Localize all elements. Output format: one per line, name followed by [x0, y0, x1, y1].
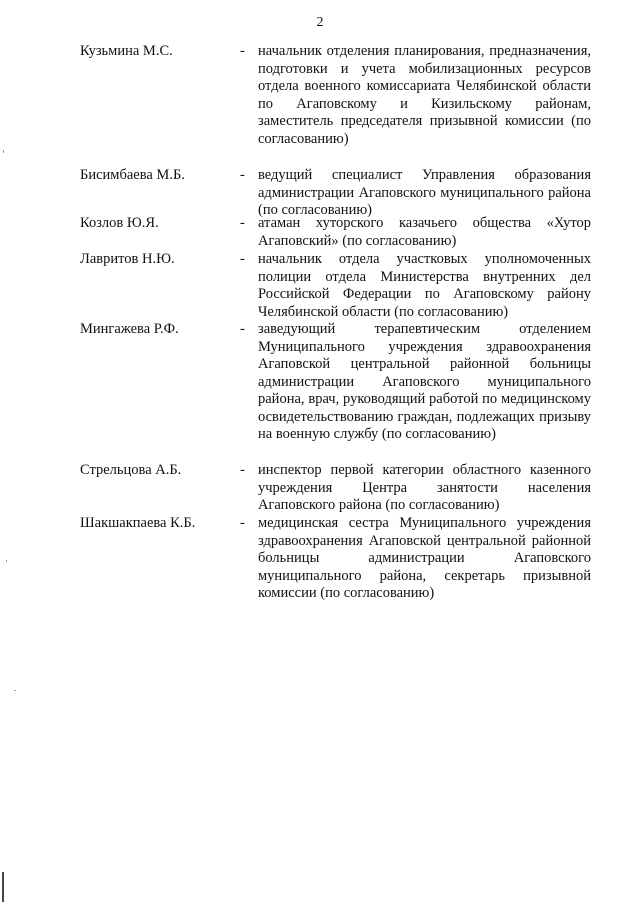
dash-separator: -	[240, 251, 245, 267]
dash-separator: -	[240, 515, 245, 531]
member-entry	[0, 251, 640, 321]
page-number: 2	[316, 15, 324, 30]
dash-separator: -	[240, 167, 245, 183]
scan-artifact	[6, 560, 7, 562]
dash-separator: -	[240, 462, 245, 478]
member-position: ведущий специалист Управления образования администрации Агаповского муниципального района (по согласованию)	[258, 167, 591, 218]
member-name: Бисимбаева М.Б.	[80, 167, 185, 183]
scan-artifact	[3, 150, 4, 153]
member-entry	[0, 515, 640, 605]
dash-separator: -	[240, 43, 245, 59]
scan-artifact	[2, 872, 4, 902]
member-entry	[0, 167, 640, 218]
dash-separator: -	[240, 321, 245, 337]
member-name: Лавритов Н.Ю.	[80, 251, 175, 267]
member-position: инспектор первой категории областного казенного учреждения Центра занятости населения Агаповского района (по согласованию)	[258, 462, 591, 513]
member-name: Мингажева Р.Ф.	[80, 321, 179, 337]
commission-members-list	[0, 43, 640, 605]
member-entry	[0, 462, 640, 515]
member-name: Стрельцова А.Б.	[80, 462, 182, 478]
member-name: Кузьмина М.С.	[80, 43, 173, 59]
member-entry	[0, 215, 640, 251]
member-position: медицинская сестра Муниципального учреждения здравоохранения Агаповской центральной районной больницы администрации Агаповского муниципального района, секретарь призывной комиссии (по согласованию)	[258, 515, 591, 601]
dash-separator: -	[240, 215, 245, 231]
member-entry	[0, 321, 640, 462]
member-position: начальник отдела участковых уполномоченных полиции отдела Министерства внутренних дел Российской Федерации по Агаповскому району Челябинской области (по согласованию)	[258, 251, 591, 320]
member-position: атаман хуторского казачьего общества «Хутор Агаповский» (по согласованию)	[258, 215, 591, 249]
scan-artifact	[14, 690, 16, 691]
member-position: начальник отделения планирования, предназначения, подготовки и учета мобилизационных ресурсов отдела военного комиссариата Челябинской области по Агаповскому и Кизильскому районам, заместитель председателя призывной комиссии (по согласованию)	[258, 43, 591, 147]
member-position: заведующий терапевтическим отделением Муниципального учреждения здравоохранения Агаповской центральной районной больницы администрации Агаповского муниципального района, врач, руководящий работой по медицинскому освидетельствованию граждан, подлежащих призыву на военную службу (по согласованию)	[258, 321, 591, 442]
member-entry	[0, 43, 640, 167]
member-name: Козлов Ю.Я.	[80, 215, 159, 231]
member-name: Шакшакпаева К.Б.	[80, 515, 196, 531]
